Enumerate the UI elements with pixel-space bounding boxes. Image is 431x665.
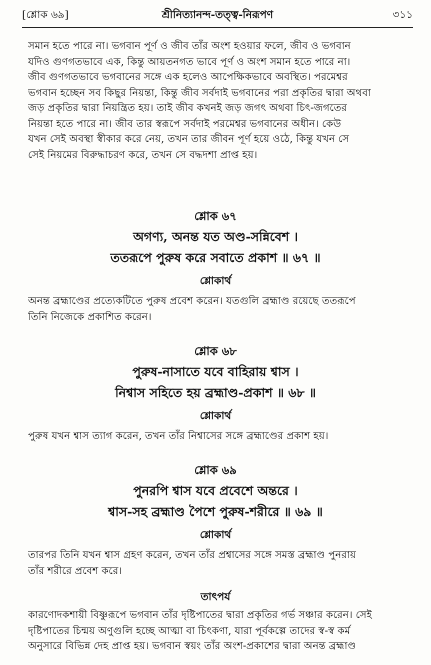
verse-68-heading: শ্লোক ৬৮ — [194, 344, 237, 358]
verse-69-line-2: শ্বাস-সহ ব্রহ্মাণ্ড পৈশে পুরুষ-শরীরে ॥ ৬৯ ॥ — [108, 504, 323, 519]
verse-69-translation-heading: শ্লোকার্থ — [199, 529, 232, 541]
verse-68-line-1: পুরুষ-নাসাতে যবে বাহিরায় শ্বাস । — [132, 364, 299, 379]
text-line: নিয়ন্তা হতে পারে না। জীব তার স্বরূপে সর্বদাই পরমেশ্বর ভগবানের অধীন। কেউ — [28, 118, 342, 130]
verse-68-translation — [28, 429, 413, 445]
running-header — [22, 8, 413, 26]
text-line: জড় প্রকৃতির দ্বারা নিয়ন্ত্রিত হয়। তাই জীব কখনই জড় জগৎ অথবা চিৎ-জগতের — [28, 103, 347, 114]
verse-67-translation-heading: শ্লোকার্থ — [199, 275, 232, 287]
text-line: তাঁর শরীরে প্রবেশ করে। — [28, 565, 123, 577]
verse-67-heading: শ্লোক ৬৭ — [194, 209, 237, 223]
verse-67-line-1: অগণ্য, অনন্ত যত অণ্ড-সন্নিবেশ । — [133, 229, 298, 244]
text-line: কারণোদকশায়ী বিষ্ণুরূপে ভগবান তাঁর দৃষ্টিপাতের দ্বারা প্রকৃতির গর্ভ সঞ্চার করেন। সেই — [28, 610, 372, 621]
text-line: ভগবান হচ্ছেন সব কিছুর নিয়ন্তা, কিন্তু জীব সর্বদাই ভগবানের পরা প্রকৃতির দ্বারা অথবা — [28, 87, 371, 99]
intro-paragraph — [28, 39, 413, 163]
text-line: পুরুষ যখন শ্বাস ত্যাগ করেন, তখন তাঁর নিশ্বাসের সঙ্গে ব্রহ্মাণ্ডের প্রকাশ হয়। — [28, 431, 329, 442]
text-line: তারপর তিনি যখন শ্বাস গ্রহণ করেন, তখন তাঁর প্রশ্বাসের সঙ্গে সমস্ত ব্রহ্মাণ্ড পুনরায় — [28, 550, 356, 561]
verse-67-line-2: ততরূপে পুরুষ করে সবাতে প্রকাশ ॥ ৬৭ ॥ — [110, 250, 321, 265]
text-line: তিনি নিজেকে প্রকাশিত করেন। — [28, 311, 152, 323]
purport-paragraph — [28, 608, 413, 655]
verse-69-translation — [28, 548, 413, 579]
verse-69-line-1: পুনরপি শ্বাস যবে প্রবেশে অন্তরে । — [133, 483, 298, 498]
header-chapter-title: শ্রীনিত্যানন্দ-তত্ত্ব-নিরূপণ — [161, 9, 274, 21]
text-line: অনুসারে বিভিন্ন দেহ প্রাপ্ত হয়। ভগবান স্বয়ং তাঁর অংশ-প্রকাশের দ্বারা অনন্ত ব্রহ্মাণ্ড — [28, 641, 357, 652]
text-line: সেই নিয়মের বিরুদ্ধাচরণ করে, তখন সে বদ্ধদশা প্রাপ্ত হয়। — [28, 149, 258, 161]
purport-heading: তাৎপর্য — [200, 591, 231, 603]
page-number: ৩১১ — [392, 9, 413, 21]
text-line: সমান হতে পারে না। ভগবান পূর্ণ ও জীব তাঁর অংশ হওয়ার ফলে, জীব ও ভগবান — [28, 41, 351, 52]
text-line: দৃষ্টিপাতের চিন্ময় অণুগুলি হচ্ছে আত্মা বা চিৎকণা, যারা পূর্বকল্পে তাদের স্ব-স্ব কর্ম — [28, 625, 351, 637]
header-verse-ref: [শ্লোক ৬৯] — [22, 9, 69, 21]
text-line: অনন্ত ব্রহ্মাণ্ডের প্রত্যেকটিতে পুরুষ প্রবেশ করেন। যতগুলি ব্রহ্মাণ্ড রয়েছে ততরূপে — [28, 296, 356, 307]
text-line: যখন সেই অবস্থা স্বীকার করে নেয়, তখন তার জীবন পূর্ণ হয়ে ওঠে, কিন্তু যখন সে — [28, 134, 350, 145]
verse-68-translation-heading: শ্লোকার্থ — [199, 410, 232, 422]
verse-67-translation — [28, 294, 413, 325]
header-rule — [22, 27, 413, 28]
text-line: যদিও গুণগতভাবে এক, কিন্তু আয়তনগত ভাবে পূর্ণ ও অংশ সমান হতে পারে না। — [28, 56, 351, 68]
verse-68-line-2: নিশ্বাস সহিতে হয় ব্রহ্মাণ্ড-প্রকাশ ॥ ৬৮ ॥ — [115, 385, 316, 400]
verse-69-heading: শ্লোক ৬৯ — [194, 463, 237, 477]
text-line: জীব গুণগতভাবে ভগবানের সঙ্গে এক হলেও আপেক্ষিকভাবে অবস্থিত। পরমেশ্বর — [28, 72, 348, 83]
